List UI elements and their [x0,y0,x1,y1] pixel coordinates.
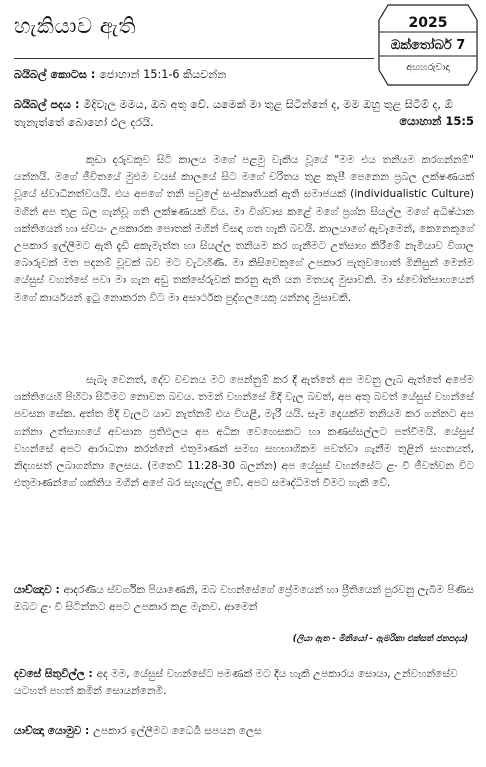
author-credit: (ලියා ඇත - මිනියෝ - ඇමරිකා එක්සත් ජනපදය) [292,634,468,644]
date-day: ඔක්තෝබර් 7 [390,38,466,53]
bible-reading-label: බයිබල් කොටස [14,68,87,81]
prayer: යාච්ඤාව : ආදරණීය ස්වර්ගික පියාණෙනි, ඔබ වහන්සේගේ ප්‍රේමයෙන් හා ප්‍රීතියෙන් පුරවනු ලැබීම පිණිස ඔබට ළං වී සිටින්නට අපට උපකාර කළ මැනව. ආමෙන් [14,584,474,613]
thought-text: අද මම, යේසුස් වහන්සේට පමණක් මට දිය හැකි උපකාරය සොයා, උන්වහන්සේව යටහත් පහත් කමින් සොයන්නෙමි. [14,668,458,697]
reflection-paragraph: කුඩා දරුවකුව සිටි කාලය මගේ පළමු වැකිය වූයේ "මම එය තනියම කරගන්නම්" යන්නයි. මගේ ජීවිතයේ මුළුම වයස් කාලයේ සිට මගේ චරිතය තුළ කැපී පෙනෙන ප්‍රබල ලක්ෂණයක් වූයේ ස්වාධීනත්වයයි. එය අපගේ තනි පවුලේ සංස්කෘතියක් ඇති සමාජයක් (individualistic Culture) මගින් අප තුළ බල ගැන්වූ ගති ලක්ෂණයක් විය. මා විශ්වාස කළේ මගේ ප්‍රශ්න සියල්ල මගේ අධිෂ්ඨාන ශක්තියෙන් හා ස්වයං උපකාරක පොතක් මගින් විසඳා ගත හැකි බවයි. කාලයාගේ ඇවෑමෙන්, කෙනෙකුගේ උපකාර ඉල්ලීමට ඇති දැඩි අකැමැත්ත හා සියල්ල තනියම කර ගැනීමට උත්සාහ කිරීමේ නැමියාව විශාල බොරුවක් මත පදනම් වූවක් බව මට වැටහිණි. මා කිසිවෙකුගේ උපකාර පැතුවහොත් මිනිසුන් මෙන්ම යේසුස් වහන්සේ පවා මා ගැන අඩු තක්සේරුවක් කරනු ඇති යන මතයද මුසාවකි. මා ස්වෝත්සාහයෙන් මගේ කාර්යයන් ඉටු නොකරන විට මා අසාර්ථක පුද්ගලයෙකු යන්නද මුසාවකි. [14,154,474,304]
bible-verse-text: මිදිවැල මමය, ඔබ අතු වේ. යමෙක් මා තුළ සිටින්නේ ද, මම ඔහු තුළ සිටිම් ද, ඕ තැනැත්තේ බොහෝ ඵල දරයි. [14,98,453,129]
prayer-focus-text: උපකාර ඉල්ලීමට ධෛර්‍ය සපයන ලෙස [92,725,262,737]
bible-verse-reference: යොහාන් 15:5 [399,114,474,128]
divider [14,58,374,59]
prayer-label: යාච්ඤාව [14,584,52,596]
thought-of-the-day: දවසේ සිතුවිල්ල : අද මම, යේසුස් වහන්සේට පමණක් මට දිය හැකි උපකාරය සොයා, උන්වහන්සේව යටහත් පහත් කමින් සොයන්නෙමි. [14,668,458,697]
prayer-focus-label: යාච්ඤා යොමුව [14,725,82,737]
thought-label: දවසේ සිතුවිල්ල [14,668,85,680]
page-title: හැකියාව ඇති [14,14,136,38]
bible-verse-label: බයිබල් පදය [14,98,72,111]
bible-reading-text: ජොහාන් 15:1-6 කියවන්න [99,68,227,81]
date-year: 2025 [408,15,448,31]
bible-verse: බයිබල් පදය : මිදිවැල මමය, ඔබ අතු වේ. යමෙක් මා තුළ සිටින්නේ ද, මම ඔහු තුළ සිටිම් ද, ඕ තැනැත්තේ බොහෝ ඵල දරයි. [14,98,453,129]
prayer-focus: යාච්ඤා යොමුව : උපකාර ඉල්ලීමට ධෛර්‍ය සපයන ලෙස [14,725,262,737]
reflection-paragraph: සැබෑ වෙනත්, දේව වචනය මට පෙන්නුම් කර දී ඇත්තේ අප මවනු ලැබ ඇත්තේ අපේම ශක්තියෙහි පිහිටා සිටීමට නොවන බවය. තමන් වහන්සේ මිදි වැල බවත්, අප අතු බවත් යේසුස් වහන්සේ පවසන සේක. අත්ත මිදි වැලට යාව නැත්නම් එය වියළී, මැරී යයි. සෑම දෙයක්ම තනියම කර ගන්නට අප ගන්නා උත්සාහයේ අවසාන ප්‍රතිඵලය අප අධික වෙහෙසකට හා කණස්සල්ලට පත්වීමයි. යේසුස් වහන්සේ අපට ආරාධනා කරන්නේ එතුමාණන් සමඟ සහභාගිකම පවත්වා ගැනීම තුළින් සහනයත්, නිදහසත් ලබාගන්නා ලෙසය. (මතෙව් 11:28-30 බලන්න) අප යේසුස් වහන්සේට ළං වී ජීවත්වන විට එතුමාණන්ගේ ශක්තිය මගින් අපේ බර සැහැල්ලු වේ. අපට සමෘද්ධිමත් වීමට හැකි වේ. [14,374,475,490]
bible-reading: බයිබල් කොටස : ජොහාන් 15:1-6 කියවන්න [14,68,227,81]
date-weekday: අඟහරුවාදා [406,62,450,73]
prayer-text: ආදරණීය ස්වර්ගික පියාණෙනි, ඔබ වහන්සේගේ ප්‍රේමයෙන් හා ප්‍රීතියෙන් පුරවනු ලැබීම පිණිස ඔබට ළං වී සිටින්නට අපට උපකාර කළ මැනව. ආමෙන් [14,584,474,613]
